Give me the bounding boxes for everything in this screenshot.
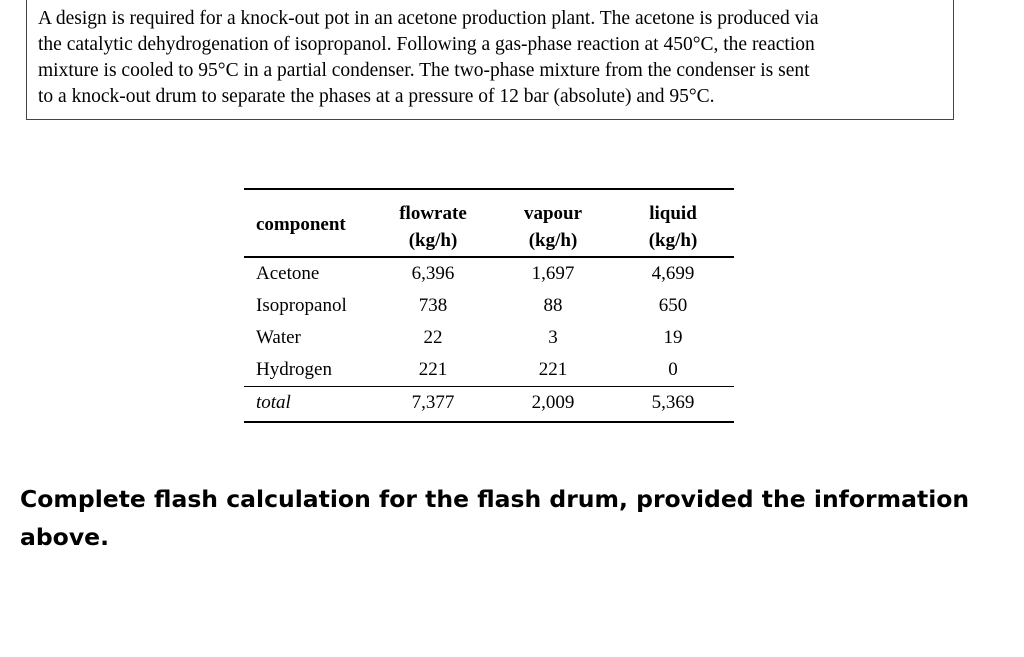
header-liquid-unit: (kg/h) xyxy=(648,230,698,251)
cell-liquid: 0 xyxy=(668,358,678,380)
header-flowrate-label: flowrate xyxy=(399,203,467,224)
intro-line: A design is required for a knock-out pot in an acetone production plant. The acetone is produced via xyxy=(38,8,819,29)
header-flowrate xyxy=(373,200,493,254)
intro-line: the catalytic dehydrogenation of isopropanol. Following a gas-phase reaction at 450°C, the reaction xyxy=(38,34,815,55)
header-liquid-label: liquid xyxy=(649,203,697,224)
cell-flowrate: 22 xyxy=(423,326,443,348)
header-flowrate-unit: (kg/h) xyxy=(408,230,458,251)
cell-flowrate: 6,396 xyxy=(411,262,455,284)
cell-component: Acetone xyxy=(256,262,320,284)
cell-total-label: total xyxy=(256,392,291,413)
cell-component: Hydrogen xyxy=(256,358,332,380)
header-component: component xyxy=(256,214,346,235)
cell-component: Water xyxy=(256,326,301,348)
cell-total-flowrate: 7,377 xyxy=(411,392,455,413)
cell-total-liquid: 5,369 xyxy=(651,392,695,413)
cell-flowrate: 738 xyxy=(418,294,448,316)
intro-line: to a knock-out drum to separate the phases at a pressure of 12 bar (absolute) and 95°C. xyxy=(38,86,715,107)
intro-line: mixture is cooled to 95°C in a partial condenser. The two-phase mixture from the condenser is sent xyxy=(38,60,810,81)
table-row xyxy=(244,354,734,386)
table-total-row xyxy=(244,387,734,421)
table-row xyxy=(244,322,734,354)
table-header xyxy=(244,190,734,256)
question-line: above. xyxy=(20,523,110,551)
table-bottom-rule xyxy=(244,421,734,423)
cell-vapour: 88 xyxy=(543,294,563,316)
question-line: Complete flash calculation for the flash drum, provided the information xyxy=(20,485,970,513)
cell-vapour: 221 xyxy=(538,358,568,380)
cell-liquid: 650 xyxy=(658,294,688,316)
cell-vapour: 3 xyxy=(548,326,558,348)
header-vapour xyxy=(493,200,613,254)
question-text xyxy=(20,480,980,556)
flow-table xyxy=(244,188,734,423)
cell-liquid: 4,699 xyxy=(651,262,695,284)
intro-paragraph xyxy=(38,6,943,110)
table-row xyxy=(244,290,734,322)
header-vapour-unit: (kg/h) xyxy=(528,230,578,251)
header-vapour-label: vapour xyxy=(523,203,583,224)
header-liquid xyxy=(613,200,733,254)
cell-liquid: 19 xyxy=(663,326,683,348)
cell-total-vapour: 2,009 xyxy=(531,392,575,413)
cell-vapour: 1,697 xyxy=(531,262,575,284)
cell-flowrate: 221 xyxy=(418,358,448,380)
cell-component: Isopropanol xyxy=(256,294,347,316)
table-row xyxy=(244,258,734,290)
